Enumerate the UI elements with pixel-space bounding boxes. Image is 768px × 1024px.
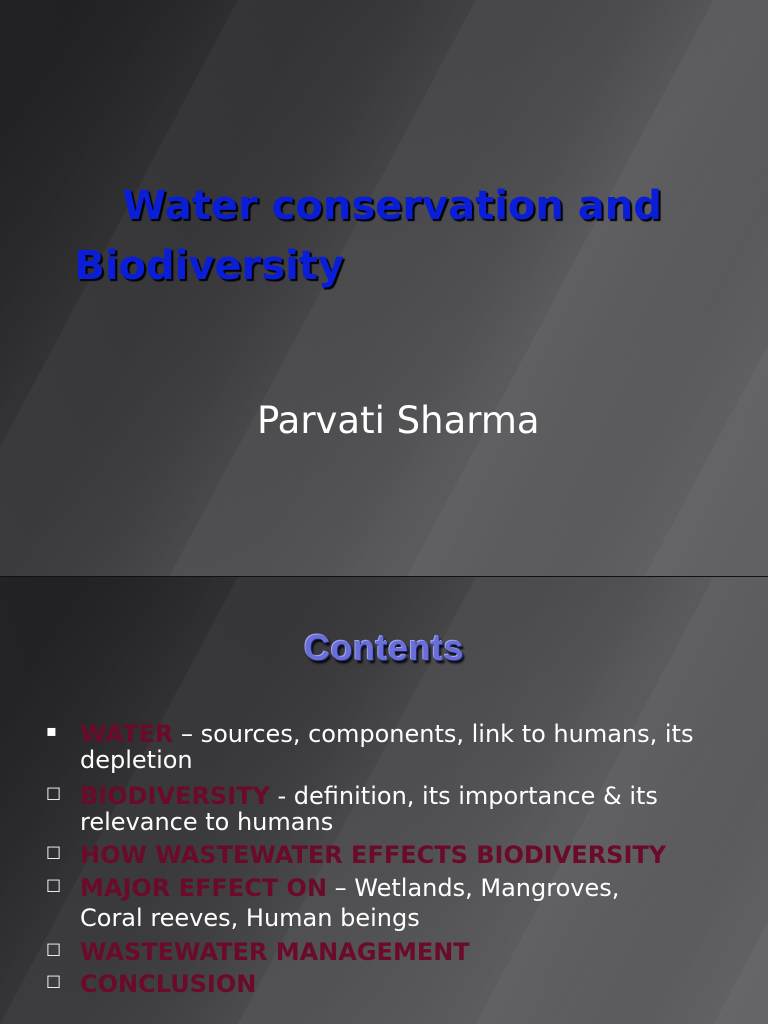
list-item-keyword: CONCLUSION (80, 970, 257, 998)
contents-list (0, 721, 768, 997)
list-item-text: - definition, its importance & its relevance to humans (80, 782, 658, 836)
hollow-square-bullet-icon: □ (46, 875, 62, 894)
list-item-major-effect (0, 875, 768, 935)
list-item-water (0, 721, 768, 773)
hollow-square-bullet-icon: □ (46, 842, 62, 861)
contents-slide (0, 577, 768, 1024)
square-bullet-icon: ▪ (46, 721, 57, 740)
list-item-keyword: MAJOR EFFECT ON (80, 874, 328, 902)
list-item-conclusion (0, 971, 768, 997)
list-item-keyword: HOW WASTEWATER EFFECTS BIODIVERSITY (80, 841, 667, 869)
list-item-text-continued: Coral reeves, Human beings (80, 904, 420, 932)
list-item-keyword: WASTEWATER MANAGEMENT (80, 938, 470, 966)
slide-title-line2: Biodiversity (74, 243, 344, 289)
hollow-square-bullet-icon: □ (46, 971, 62, 990)
list-item-text: – sources, components, link to humans, its depletion (80, 720, 694, 774)
hollow-square-bullet-icon: □ (46, 783, 62, 802)
list-item-text: – Wetlands, Mangroves, (327, 874, 620, 902)
hollow-square-bullet-icon: □ (46, 939, 62, 958)
slide-title-line1: Water conservation and (122, 183, 662, 229)
list-item-keyword: BIODIVERSITY (80, 782, 270, 810)
author-name: Parvati Sharma (257, 399, 540, 442)
list-item-keyword: WATER (80, 720, 174, 748)
list-item-biodiversity (0, 783, 768, 835)
contents-heading: Contents (304, 627, 464, 668)
list-item-wastewater-management (0, 939, 768, 965)
list-item-wastewater-effects (0, 842, 768, 868)
